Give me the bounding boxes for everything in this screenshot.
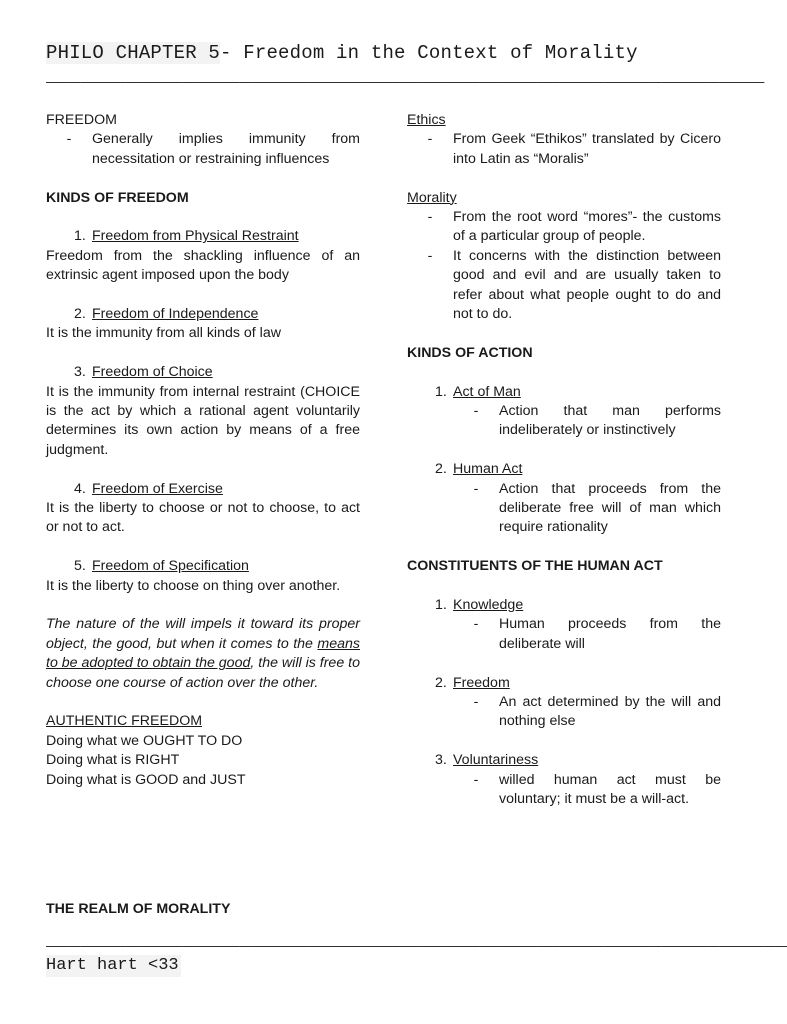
kind-description: It is the liberty to choose on thing over another. — [46, 577, 341, 594]
action-description: - Action that proceeds from the deliberate free will of man which require rationality — [473, 480, 721, 536]
authentic-line: Doing what is GOOD and JUST — [46, 771, 246, 788]
constituent-item: 2. Freedom — [435, 674, 510, 691]
right-column — [407, 111, 721, 810]
kind-description: Freedom from the shackling influence of an extrinsic agent imposed upon the body — [46, 247, 360, 284]
ethics-heading: Ethics — [407, 112, 446, 128]
constituent-description: - willed human act must be voluntary; it must be a will-act. — [473, 771, 721, 808]
kind-description: It is the immunity from all kinds of law — [46, 325, 281, 342]
title-suffix: - Freedom in the Context of Morality — [220, 42, 638, 64]
dash-marker: - — [66, 131, 72, 148]
kind-item: 1. Freedom from Physical Restraint — [46, 227, 360, 246]
action-description: - Action that man performs indeliberately or instinctively — [473, 403, 721, 439]
constituent-description: - Human proceeds from the deliberate will — [473, 616, 721, 652]
authentic-line: Doing what is RIGHT — [46, 752, 180, 769]
kind-title: Freedom of Specification — [92, 558, 249, 575]
kind-title: Freedom of Choice — [92, 364, 213, 381]
morality-heading: Morality — [407, 189, 457, 206]
kind-item: 2. Freedom of Independence — [46, 305, 360, 324]
constituent-item: 3. Voluntariness — [435, 752, 539, 769]
title-prefix: PHILO CHAPTER 5 — [46, 42, 221, 64]
morality-definition: - It concerns with the distinction between good and evil and are usually taken to refer about what people ought to do and not to do. — [427, 247, 721, 323]
footer-divider: _________________________________________________________________ — [46, 929, 787, 951]
constituent-description: - An act determined by the will and nothing else — [473, 694, 721, 730]
kind-item: 4. Freedom of Exercise — [46, 480, 360, 499]
title-divider: _______________________________________________________________ — [46, 65, 765, 87]
morality-definition: - From the root word “mores”- the customs of a particular group of people. — [427, 209, 721, 245]
constituent-item: 1. Knowledge — [435, 597, 524, 614]
authentic-freedom-heading: AUTHENTIC FREEDOM — [46, 713, 203, 730]
kind-description: It is the liberty to choose or not to choose, to act or not to act. — [46, 500, 360, 536]
footer-text: Hart hart <33 — [46, 956, 179, 975]
realm-of-morality-heading: THE REALM OF MORALITY — [46, 901, 231, 917]
kind-item: 5. Freedom of Specification — [46, 557, 360, 576]
ethics-definition: - From Geek “Ethikos” translated by Cicero into Latin as “Moralis” — [427, 131, 721, 167]
will-note: The nature of the will impels it toward its proper object, the good, but when it comes to the means to be adopted to obtain the good, the will is free to choose one course of action over the other. — [46, 616, 360, 691]
kind-item: 3. Freedom of Choice — [46, 363, 360, 382]
authentic-line: Doing what we OUGHT TO DO — [46, 732, 243, 749]
action-item: 1. Act of Man — [435, 383, 521, 400]
left-column — [46, 111, 360, 790]
action-item: 2. Human Act — [435, 461, 523, 478]
kinds-of-freedom-heading: KINDS OF FREEDOM — [46, 189, 189, 206]
kind-title: Freedom of Independence — [92, 306, 259, 323]
page-title — [46, 41, 638, 65]
kind-description: It is the immunity from internal restraint (CHOICE is the act by which a rational agent voluntarily determines its own action by means of a free judgment. — [46, 383, 360, 458]
constituents-heading: CONSTITUENTS OF THE HUMAN ACT — [407, 558, 663, 575]
kind-title: Freedom from Physical Restraint — [92, 228, 299, 245]
freedom-heading: FREEDOM — [46, 112, 117, 128]
freedom-definition-text: Generally implies immunity from necessitation or restraining influences — [92, 131, 360, 167]
kind-title: Freedom of Exercise — [92, 480, 223, 497]
kinds-of-action-heading: KINDS OF ACTION — [407, 344, 533, 361]
freedom-definition — [46, 130, 360, 169]
